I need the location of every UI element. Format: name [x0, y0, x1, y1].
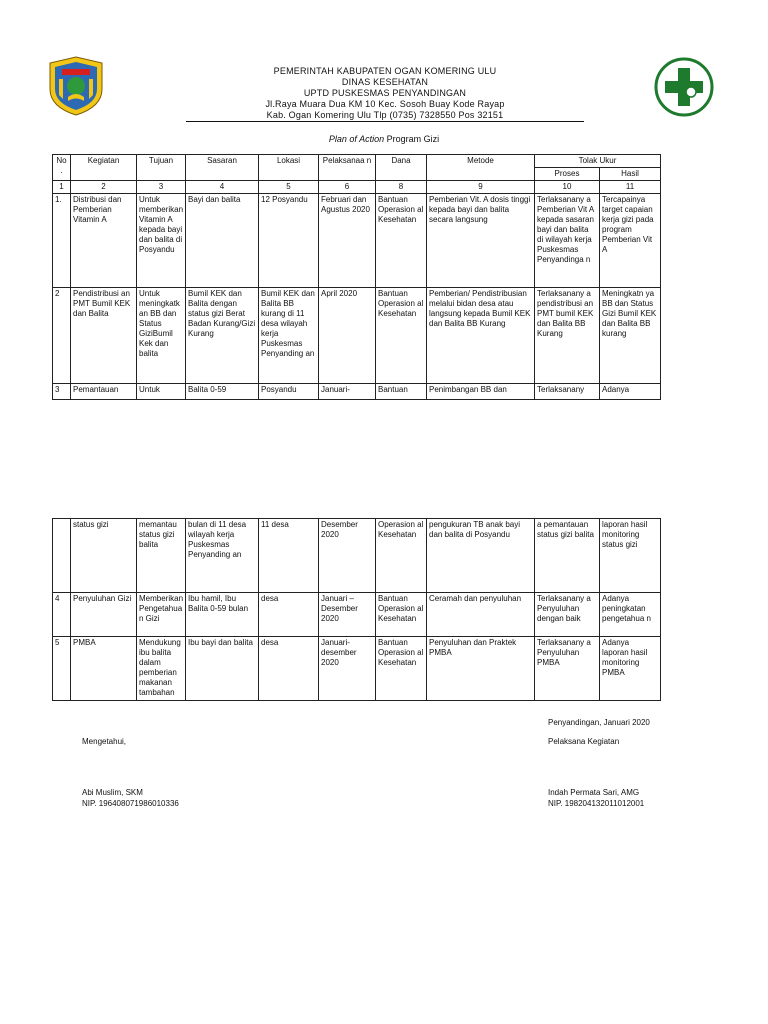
- table-cell: Bumil KEK dan Balita dengan status gizi Berat Badan Kurang/Gizi Kurang: [186, 288, 259, 384]
- table-cell: pengukuran TB anak bayi dan balita di Posyandu: [427, 519, 535, 593]
- left-signatory-name: Abi Muslim, SKM: [82, 788, 143, 797]
- table-cell: Januari-: [319, 384, 376, 400]
- document-title: [0, 134, 768, 144]
- table-cell: Terlaksanany a Pemberian Vit A kepada sasaran bayi dan balita di wilayah kerja Puskesmas Penyandinga n: [535, 194, 600, 288]
- col-number: 9: [427, 181, 535, 194]
- header-pelaksanaan: Pelaksanaa n: [319, 155, 376, 181]
- plan-of-action-table-page-2: [52, 518, 661, 701]
- table-cell: Terlaksanany a Penyuluhan PMBA: [535, 637, 600, 701]
- table-cell: Terlaksanany a pendistribusi an PMT bumil KEK dan Balita BB Kurang: [535, 288, 600, 384]
- table-cell: memantau status gizi balita: [137, 519, 186, 593]
- table-cell: Untuk: [137, 384, 186, 400]
- table-cell: 2: [53, 288, 71, 384]
- table-cell: desa: [259, 637, 319, 701]
- table-row: [53, 593, 661, 637]
- letterhead-line-2: DINAS KESEHATAN: [341, 77, 429, 87]
- table-cell: Tercapainya target capaian kerja gizi pada program Pemberian Vit A: [600, 194, 661, 288]
- table-cell: Operasion al Kesehatan: [376, 519, 427, 593]
- left-signatory-nip: NIP. 196408071986010336: [82, 799, 179, 808]
- table-cell: Ibu bayi dan balita: [186, 637, 259, 701]
- table-cell: Penimbangan BB dan: [427, 384, 535, 400]
- table-cell: laporan hasil monitoring status gizi: [600, 519, 661, 593]
- letterhead-line-1: PEMERINTAH KABUPATEN OGAN KOMERING ULU: [273, 66, 497, 76]
- letterhead-address-1: Jl.Raya Muara Dua KM 10 Kec. Sosoh Buay Kode Rayap: [265, 99, 505, 109]
- regency-emblem-logo: [46, 55, 106, 117]
- table-cell: status gizi: [71, 519, 137, 593]
- table-cell: 4: [53, 593, 71, 637]
- header-dana: Dana: [376, 155, 427, 181]
- header-hasil: Hasil: [600, 168, 661, 181]
- table-cell: 11 desa: [259, 519, 319, 593]
- table-cell: Ceramah dan penyuluhan: [427, 593, 535, 637]
- table-cell: Untuk memberikan Vitamin A kepada bayi dan balita di Posyandu: [137, 194, 186, 288]
- letterhead-divider: [186, 121, 584, 122]
- table-cell: Balita 0-59: [186, 384, 259, 400]
- table-cell: April 2020: [319, 288, 376, 384]
- header-kegiatan: Kegiatan: [71, 155, 137, 181]
- table-cell: Terlaksanany a Penyuluhan dengan baik: [535, 593, 600, 637]
- table-cell: Terlaksanany: [535, 384, 600, 400]
- col-number: 10: [535, 181, 600, 194]
- col-number: 5: [259, 181, 319, 194]
- letterhead: [190, 66, 580, 121]
- pelaksana-label: Pelaksana Kegiatan: [548, 737, 620, 746]
- table-row: [53, 194, 661, 288]
- table-row: [53, 384, 661, 400]
- table-cell: Untuk meningkatk an BB dan Status GiziBumil Kek dan balita: [137, 288, 186, 384]
- table-cell: desa: [259, 593, 319, 637]
- col-number: 3: [137, 181, 186, 194]
- col-number: 2: [71, 181, 137, 194]
- table-cell: Adanya peningkatan pengetahua n: [600, 593, 661, 637]
- table-cell: Ibu hamil, Ibu Balita 0-59 bulan: [186, 593, 259, 637]
- table-cell: Pemberian Vit. A dosis tinggi kepada bayi dan balita secara langsung: [427, 194, 535, 288]
- table-cell: Mendukung ibu balita dalam pemberian makanan tambahan: [137, 637, 186, 701]
- table-cell: Pemantauan: [71, 384, 137, 400]
- puskesmas-cross-logo: [652, 56, 716, 118]
- header-row: [53, 155, 661, 168]
- title-rest: Program Gizi: [384, 134, 440, 144]
- table-cell: Distribusi dan Pemberian Vitamin A: [71, 194, 137, 288]
- header-lokasi: Lokasi: [259, 155, 319, 181]
- table-row: [53, 519, 661, 593]
- col-number: 1: [53, 181, 71, 194]
- table-cell: Bantuan Operasion al Kesehatan: [376, 637, 427, 701]
- header-tujuan: Tujuan: [137, 155, 186, 181]
- table-cell: 3: [53, 384, 71, 400]
- table-cell: Meningkatn ya BB dan Status Gizi Bumil KEK dan Balita BB kurang: [600, 288, 661, 384]
- col-number: 4: [186, 181, 259, 194]
- table-cell: Bantuan Operasion al Kesehatan: [376, 194, 427, 288]
- table-cell: Pendistribusi an PMT Bumil KEK dan Balita: [71, 288, 137, 384]
- table-cell: Desember 2020: [319, 519, 376, 593]
- table-cell: Penyuluhan Gizi: [71, 593, 137, 637]
- table-cell: Penyuluhan dan Praktek PMBA: [427, 637, 535, 701]
- letterhead-line-3: UPTD PUSKESMAS PENYANDINGAN: [303, 88, 467, 98]
- table-cell: Posyandu: [259, 384, 319, 400]
- col-number: 11: [600, 181, 661, 194]
- table-cell: 1.: [53, 194, 71, 288]
- mengetahui-label: Mengetahui,: [82, 737, 127, 746]
- title-italic-part: Plan of Action: [328, 134, 385, 144]
- col-number: 8: [376, 181, 427, 194]
- table-cell: Adanya: [600, 384, 661, 400]
- table-cell: Bantuan Operasion al Kesehatan: [376, 288, 427, 384]
- table-cell: Januari-desember 2020: [319, 637, 376, 701]
- table-cell: Memberikan Pengetahua n Gizi: [137, 593, 186, 637]
- table-cell: 12 Posyandu: [259, 194, 319, 288]
- right-signatory-nip: NIP. 198204132011012001: [548, 799, 645, 808]
- table-cell: PMBA: [71, 637, 137, 701]
- table-cell: a pemantauan status gizi balita: [535, 519, 600, 593]
- place-date: Penyandingan, Januari 2020: [548, 718, 650, 727]
- plan-of-action-table-page-1: [52, 154, 661, 400]
- table-cell: Bumil KEK dan Balita BB kurang di 11 desa wilayah kerja Puskesmas Penyanding an: [259, 288, 319, 384]
- header-sasaran: Sasaran: [186, 155, 259, 181]
- table-row: [53, 288, 661, 384]
- header-no: No .: [53, 155, 71, 181]
- col-number: 6: [319, 181, 376, 194]
- table-cell: bulan di 11 desa wilayah kerja Puskesmas Penyanding an: [186, 519, 259, 593]
- header-metode: Metode: [427, 155, 535, 181]
- table-cell: Bayi dan balita: [186, 194, 259, 288]
- table-cell: Adanya laporan hasil monitoring PMBA: [600, 637, 661, 701]
- table-cell: Bantuan Operasion al Kesehatan: [376, 593, 427, 637]
- table-row: [53, 637, 661, 701]
- header-tolak-ukur: Tolak Ukur: [535, 155, 661, 168]
- table-cell: Januari – Desember 2020: [319, 593, 376, 637]
- table-cell: Februari dan Agustus 2020: [319, 194, 376, 288]
- letterhead-address-2: Kab. Ogan Komering Ulu Tlp (0735) 7328550 Pos 32151: [266, 110, 504, 120]
- table-cell: 5: [53, 637, 71, 701]
- column-number-row: [53, 181, 661, 194]
- table-cell: Pemberian/ Pendistribusian melalui bidan desa atau langsung kepada Bumil KEK dan Balita BB Kurang: [427, 288, 535, 384]
- table-cell: [53, 519, 71, 593]
- table-cell: Bantuan: [376, 384, 427, 400]
- header-proses: Proses: [535, 168, 600, 181]
- right-signatory-name: Indah Permata Sari, AMG: [548, 788, 640, 797]
